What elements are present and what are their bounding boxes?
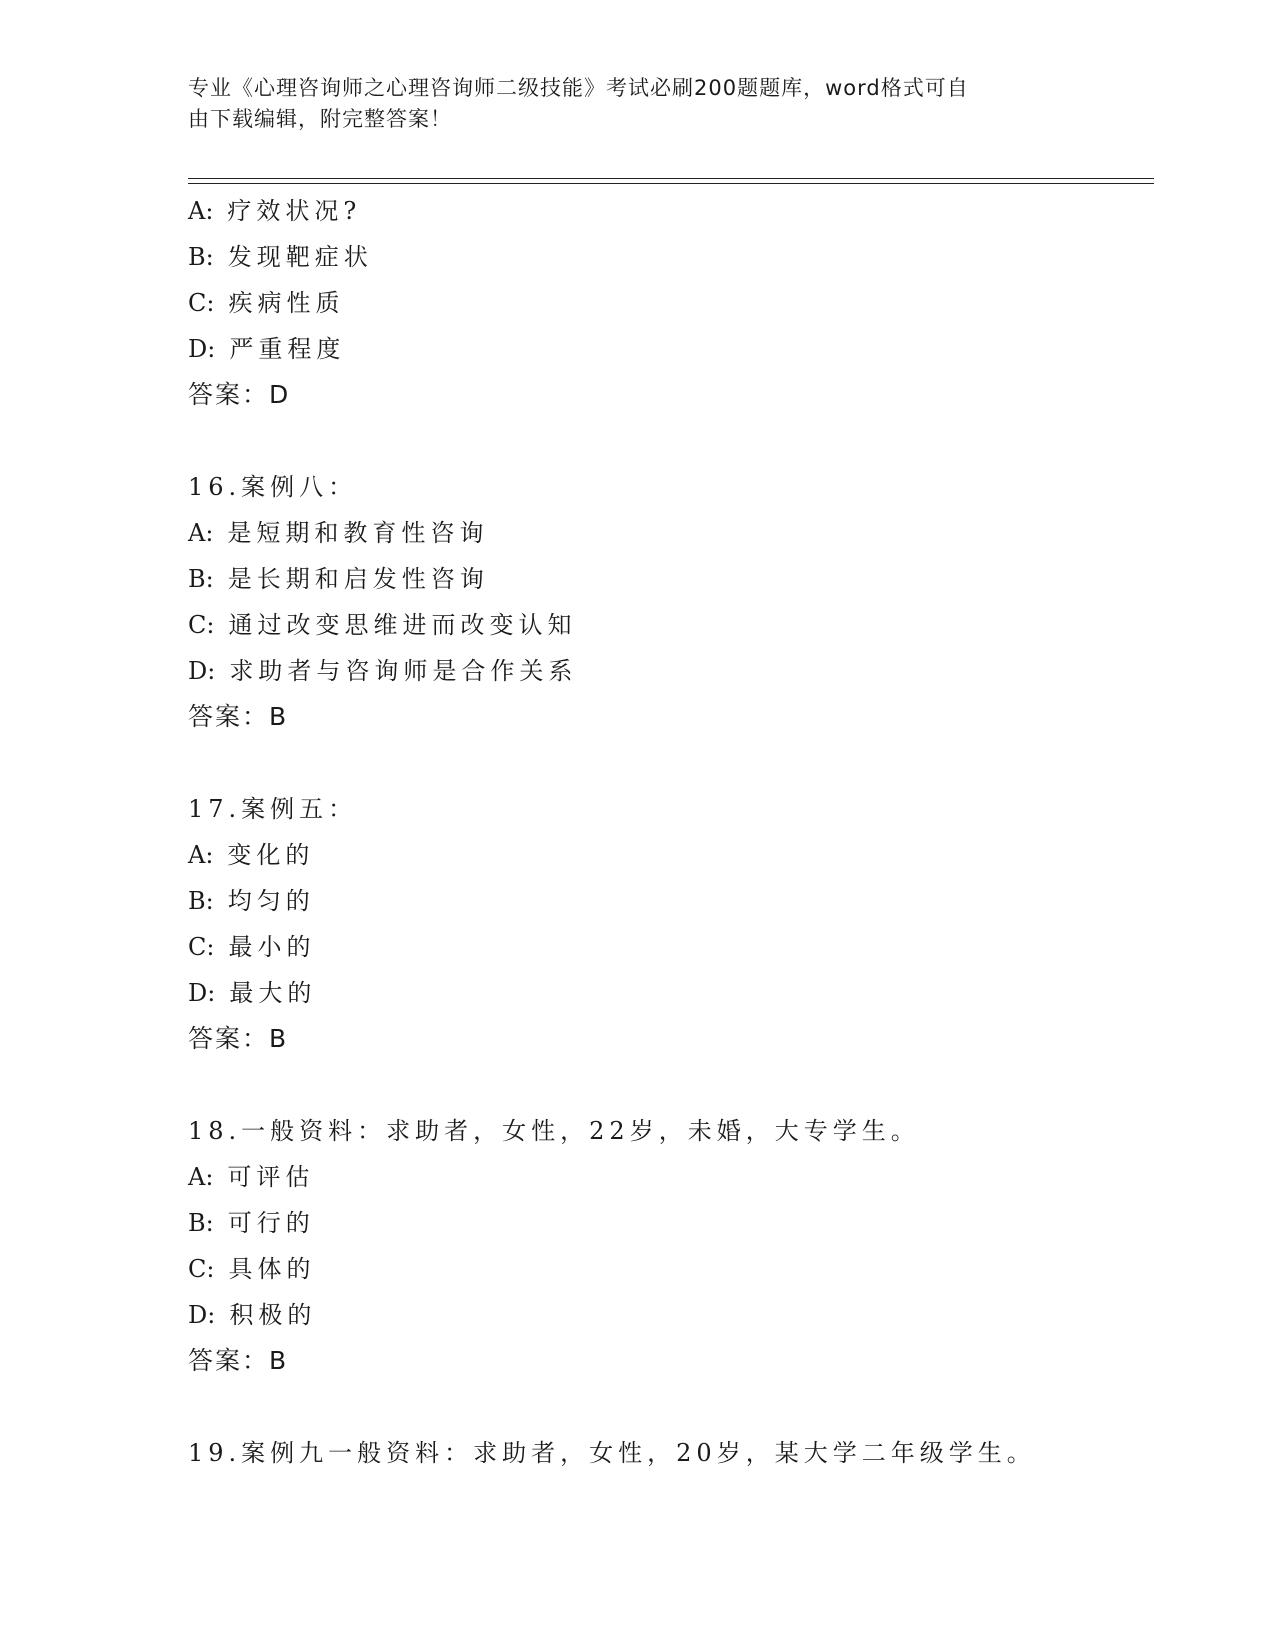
- question-block-17: [188, 786, 1148, 1062]
- answer-line: 答案：B: [188, 1024, 289, 1053]
- question-block-16: [188, 464, 1148, 740]
- option-c: C: 具体的: [188, 1255, 316, 1283]
- question-title: 17.案例五：: [188, 795, 358, 823]
- option-b: B: 均匀的: [188, 887, 315, 915]
- spacer: [188, 1062, 1148, 1108]
- option-c: C: 通过改变思维进而改变认知: [188, 611, 577, 639]
- question-block-19: [188, 1430, 1148, 1476]
- question-title: 19.案例九一般资料：求助者，女性，20岁，某大学二年级学生。: [188, 1439, 1036, 1467]
- document-header: [188, 73, 1088, 135]
- question-block-18: [188, 1108, 1148, 1384]
- answer-line: 答案：D: [188, 380, 291, 409]
- option-a: A: 变化的: [188, 841, 315, 869]
- spacer: [188, 740, 1148, 786]
- option-b: B: 可行的: [188, 1209, 315, 1237]
- header-divider-bottom: [188, 183, 1154, 184]
- option-d: D: 求助者与咨询师是合作关系: [188, 657, 578, 685]
- header-line-2: 由下载编辑，附完整答案！: [188, 107, 452, 131]
- option-a: A: 疗效状况?: [188, 197, 362, 225]
- spacer: [188, 418, 1148, 464]
- option-b: B: 发现靶症状: [188, 243, 373, 271]
- option-a: A: 可评估: [188, 1163, 315, 1191]
- answer-line: 答案：B: [188, 702, 289, 731]
- answer-line: 答案：B: [188, 1346, 289, 1375]
- option-d: D: 积极的: [188, 1301, 317, 1329]
- question-title: 18.一般资料：求助者，女性，22岁，未婚，大专学生。: [188, 1117, 920, 1145]
- question-list: [188, 188, 1148, 1476]
- question-block-15: [188, 188, 1148, 418]
- question-title: 16.案例八：: [188, 473, 358, 501]
- option-d: D: 严重程度: [188, 335, 346, 363]
- header-divider-top: [188, 178, 1154, 179]
- option-c: C: 最小的: [188, 933, 316, 961]
- option-c: C: 疾病性质: [188, 289, 345, 317]
- header-line-1: 专业《心理咨询师之心理咨询师二级技能》考试必刷200题题库，word格式可自: [188, 76, 969, 100]
- option-d: D: 最大的: [188, 979, 317, 1007]
- option-b: B: 是长期和启发性咨询: [188, 565, 489, 593]
- option-a: A: 是短期和教育性咨询: [188, 519, 489, 547]
- spacer: [188, 1384, 1148, 1430]
